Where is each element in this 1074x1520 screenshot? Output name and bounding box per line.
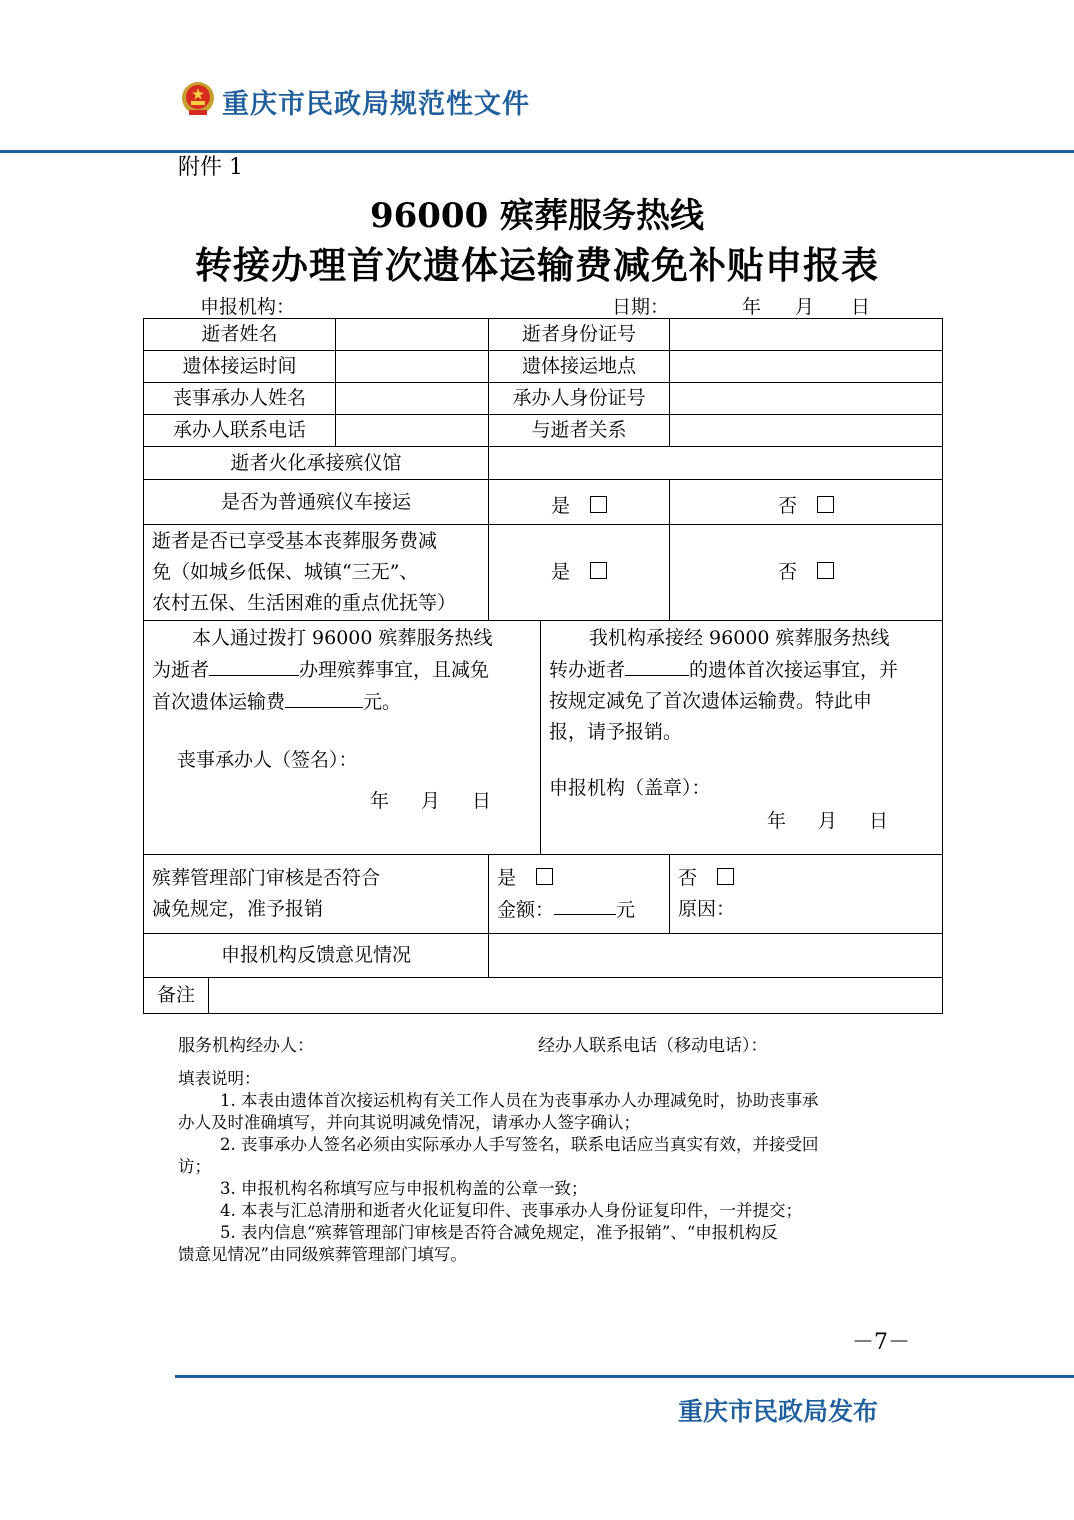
page-number: －7－ bbox=[852, 1330, 910, 1355]
handler-name-field[interactable] bbox=[336, 383, 489, 415]
attachment-label: 附件 1 bbox=[178, 155, 244, 180]
handler-signature-label: 丧事承办人（签名）： bbox=[177, 748, 358, 771]
org-seal-date: 年 月 日 bbox=[767, 809, 889, 832]
review-label: 殡葬管理部门审核是否符合 减免规定，准予报销 bbox=[144, 855, 489, 934]
filling-instructions: 填表说明： 1. 本表由遗体首次接运机构有关工作人员在为丧事承办人办理减免时，协助丧事承 办人及时准确填写，并向其说明减免情况，请承办人签字确认； 2. 丧事承办人签名必须由实际承办人手写签名，联系电话应当真实有效，并接受回 访； 3. 申报机构名称填写应与申报机构盖的公章一致； 4. 本表与汇总清册和逝者火化证复印件、丧事承办人身份证复印件，一并提交； 5. 表内信息“殡葬管理部门审核是否符合减免规定，准予报销”、“申报机构反 馈意见情况”由同级殡葬管理部门填写。 bbox=[178, 1069, 819, 1264]
remarks-field[interactable] bbox=[209, 978, 943, 1014]
ordinary-vehicle-no[interactable]: 否 bbox=[670, 480, 943, 525]
date-day: 日 bbox=[851, 296, 871, 318]
checkbox[interactable] bbox=[717, 868, 734, 885]
crematorium-field[interactable] bbox=[489, 447, 943, 480]
date-year: 年 bbox=[742, 296, 762, 318]
deceased-id-label: 逝者身份证号 bbox=[489, 319, 670, 351]
application-form-table bbox=[143, 318, 943, 1014]
checkbox[interactable] bbox=[817, 496, 834, 513]
ordinary-vehicle-label: 是否为普通殡仪车接运 bbox=[144, 480, 489, 525]
org-seal-label: 申报机构（盖章）： bbox=[549, 776, 711, 799]
feedback-label: 申报机构反馈意见情况 bbox=[144, 934, 489, 978]
deceased-name-field[interactable] bbox=[336, 319, 489, 351]
approved-amount-blank[interactable] bbox=[554, 894, 616, 916]
review-reject[interactable]: 否 原因： bbox=[670, 855, 943, 934]
remarks-label: 备注 bbox=[144, 978, 209, 1014]
handler-signature-date: 年 月 日 bbox=[370, 789, 492, 812]
footer-divider bbox=[175, 1375, 1074, 1378]
form-title-line1: 96000 殡葬服务热线 bbox=[369, 196, 705, 236]
handler-phone-label: 承办人联系电话 bbox=[144, 415, 336, 447]
basic-relief-yes[interactable]: 是 bbox=[489, 525, 670, 621]
form-title-line2: 转接办理首次遗体运输费减免补贴申报表 bbox=[195, 243, 879, 287]
agent-phone-label: 经办人联系电话（移动电话）： bbox=[538, 1036, 768, 1056]
header-divider bbox=[0, 150, 1074, 153]
handler-id-field[interactable] bbox=[670, 383, 943, 415]
header-title: 重庆市民政局规范性文件 bbox=[222, 89, 530, 120]
pickup-time-field[interactable] bbox=[336, 351, 489, 383]
checkbox[interactable] bbox=[536, 868, 553, 885]
handler-name-label: 丧事承办人姓名 bbox=[144, 383, 336, 415]
review-approve[interactable]: 是 金额： 元 bbox=[489, 855, 670, 934]
date-month: 月 bbox=[795, 296, 815, 318]
crematorium-label: 逝者火化承接殡仪馆 bbox=[144, 447, 489, 480]
handler-declaration: 本人通过拨打 96000 殡葬服务热线 为逝者 办理殡葬事宜，且减免 首次遗体运输费 元。 丧事承办人（签名）： 年 月 日 bbox=[144, 621, 541, 855]
pickup-time-label: 遗体接运时间 bbox=[144, 351, 336, 383]
basic-relief-label: 逝者是否已享受基本丧葬服务费减 免（如城乡低保、城镇“三无”、 农村五保、生活困难的重点优抚等） bbox=[144, 525, 489, 621]
deceased-id-field[interactable] bbox=[670, 319, 943, 351]
fee-amount-blank[interactable] bbox=[285, 686, 363, 708]
basic-relief-no[interactable]: 否 bbox=[670, 525, 943, 621]
deceased-name-label: 逝者姓名 bbox=[144, 319, 336, 351]
footer-publisher: 重庆市民政局发布 bbox=[678, 1397, 879, 1426]
checkbox[interactable] bbox=[817, 562, 834, 579]
date-label: 日期： bbox=[612, 296, 670, 318]
org-declaration: 我机构承接经 96000 殡葬服务热线 转办逝者 的遗体首次接运事宜，并 按规定减免了首次遗体运输费。特此申 报，请予报销。 申报机构（盖章）： 年 月 日 bbox=[541, 621, 943, 855]
pickup-place-field[interactable] bbox=[670, 351, 943, 383]
pickup-place-label: 遗体接运地点 bbox=[489, 351, 670, 383]
deceased-name-blank[interactable] bbox=[209, 654, 299, 676]
reporting-org-label: 申报机构： bbox=[200, 296, 296, 318]
ordinary-vehicle-yes[interactable]: 是 bbox=[489, 480, 670, 525]
agent-label: 服务机构经办人： bbox=[178, 1036, 314, 1056]
checkbox[interactable] bbox=[590, 496, 607, 513]
relation-label: 与逝者关系 bbox=[489, 415, 670, 447]
feedback-field[interactable] bbox=[489, 934, 943, 978]
handler-phone-field[interactable] bbox=[336, 415, 489, 447]
national-emblem-icon bbox=[180, 80, 216, 118]
handler-id-label: 承办人身份证号 bbox=[489, 383, 670, 415]
checkbox[interactable] bbox=[590, 562, 607, 579]
relation-field[interactable] bbox=[670, 415, 943, 447]
transfer-deceased-blank[interactable] bbox=[625, 654, 689, 676]
